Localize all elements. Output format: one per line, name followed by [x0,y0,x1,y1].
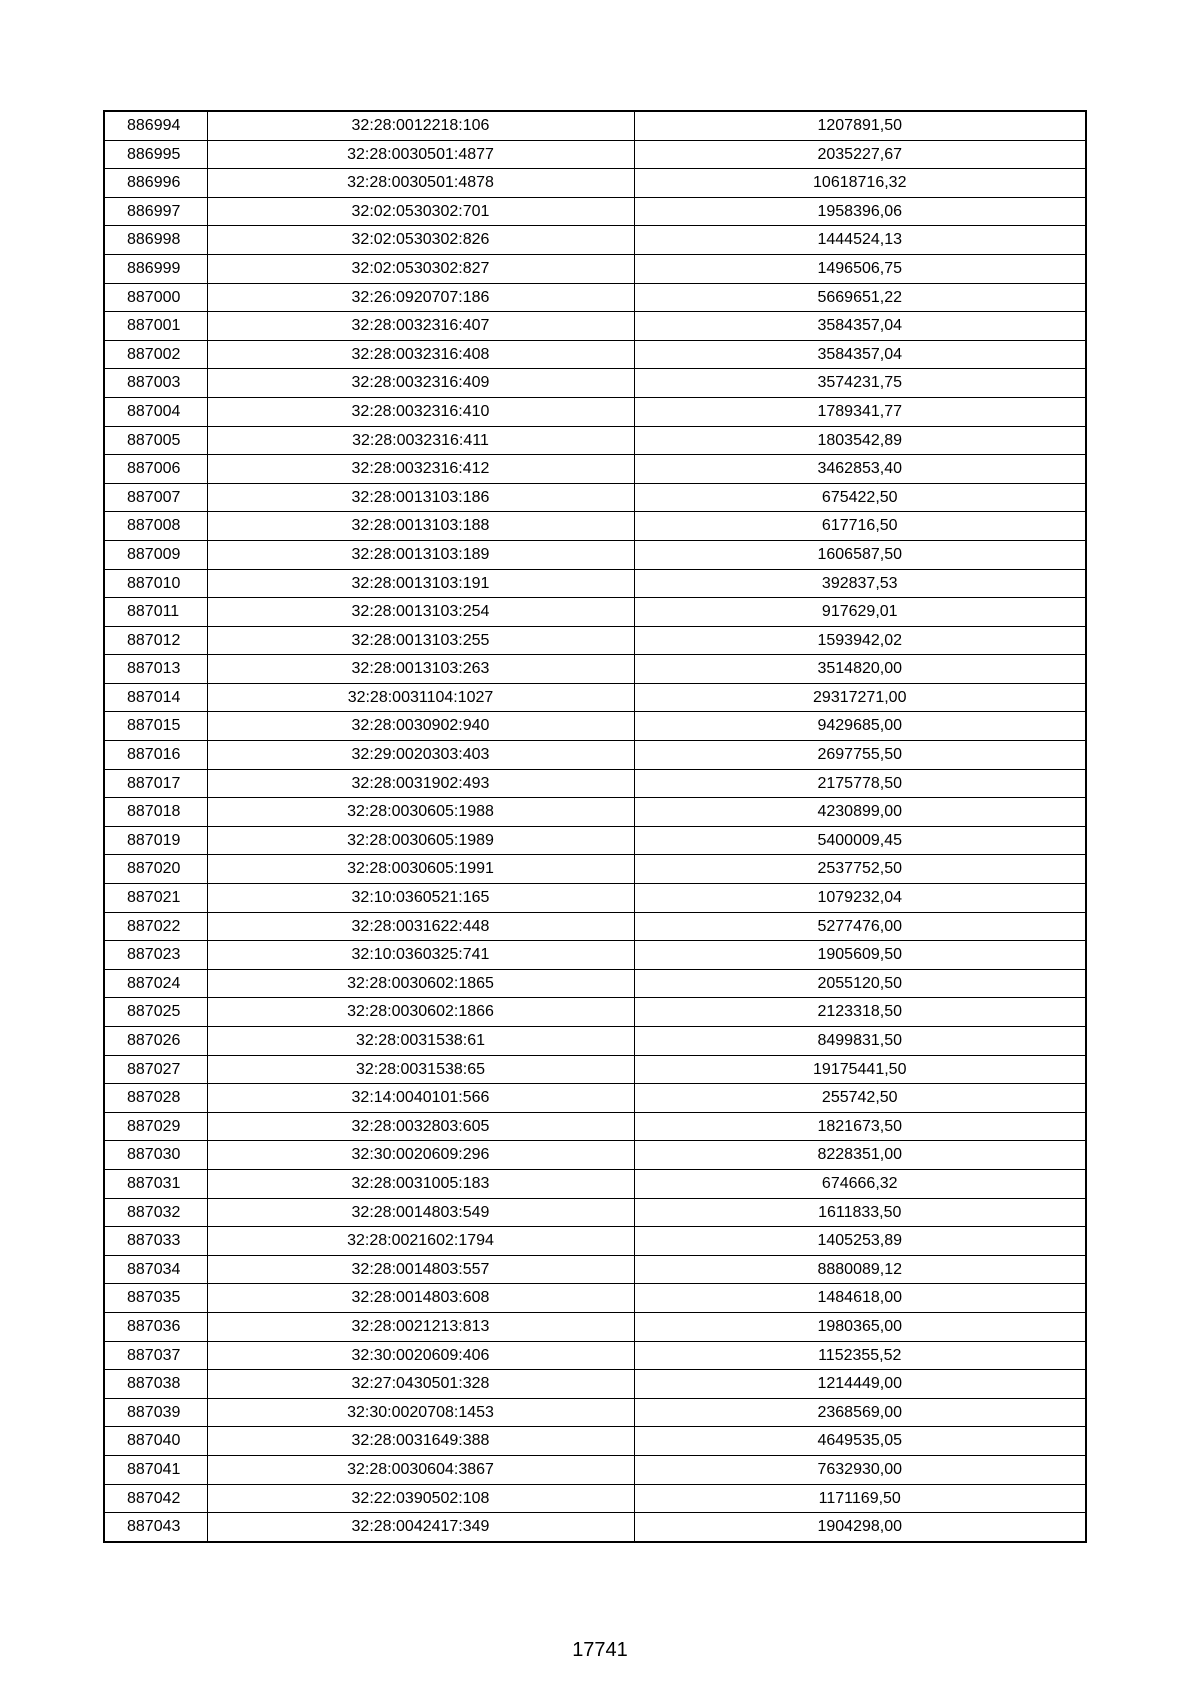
cadastral-value-cell: 8499831,50 [634,1027,1086,1056]
cadastral-number-cell: 32:28:0013103:189 [207,540,634,569]
cadastral-value-cell: 1958396,06 [634,197,1086,226]
cadastral-value-cell: 255742,50 [634,1084,1086,1113]
table-row [104,912,1086,941]
row-number-cell: 886999 [104,254,207,283]
cadastral-value-cell: 675422,50 [634,483,1086,512]
cadastral-value-cell: 1980365,00 [634,1312,1086,1341]
cadastral-value-cell: 8228351,00 [634,1141,1086,1170]
row-number-cell: 887042 [104,1484,207,1513]
table-row [104,741,1086,770]
table-row [104,169,1086,198]
row-number-cell: 887007 [104,483,207,512]
cadastral-value-cell: 1789341,77 [634,397,1086,426]
cadastral-number-cell: 32:27:0430501:328 [207,1370,634,1399]
cadastral-number-cell: 32:28:0031538:65 [207,1055,634,1084]
table-row [104,1284,1086,1313]
cadastral-value-cell: 1444524,13 [634,226,1086,255]
table-row [104,312,1086,341]
table-row [104,512,1086,541]
cadastral-number-cell: 32:28:0014803:549 [207,1198,634,1227]
table-row [104,798,1086,827]
cadastral-number-cell: 32:30:0020708:1453 [207,1398,634,1427]
cadastral-value-cell: 2368569,00 [634,1398,1086,1427]
row-number-cell: 887024 [104,969,207,998]
table-row [104,969,1086,998]
cadastral-number-cell: 32:28:0030604:3867 [207,1455,634,1484]
table-row [104,855,1086,884]
cadastral-value-cell: 1496506,75 [634,254,1086,283]
cadastral-value-cell: 1207891,50 [634,111,1086,140]
cadastral-value-cell: 5400009,45 [634,826,1086,855]
cadastral-number-cell: 32:02:0530302:827 [207,254,634,283]
table-row [104,1370,1086,1399]
cadastral-number-cell: 32:28:0030605:1988 [207,798,634,827]
table-row [104,1484,1086,1513]
cadastral-value-cell: 1152355,52 [634,1341,1086,1370]
cadastral-value-cell: 5669651,22 [634,283,1086,312]
cadastral-number-cell: 32:28:0042417:349 [207,1513,634,1542]
row-number-cell: 887009 [104,540,207,569]
row-number-cell: 887041 [104,1455,207,1484]
table-row [104,483,1086,512]
row-number-cell: 886994 [104,111,207,140]
row-number-cell: 887039 [104,1398,207,1427]
row-number-cell: 887019 [104,826,207,855]
cadastral-number-cell: 32:22:0390502:108 [207,1484,634,1513]
cadastral-value-cell: 8880089,12 [634,1255,1086,1284]
cadastral-value-cell: 1405253,89 [634,1227,1086,1256]
table-row [104,712,1086,741]
cadastral-value-cell: 1079232,04 [634,884,1086,913]
cadastral-number-cell: 32:30:0020609:406 [207,1341,634,1370]
cadastral-number-cell: 32:28:0032316:412 [207,455,634,484]
cadastral-number-cell: 32:28:0030902:940 [207,712,634,741]
cadastral-value-cell: 1171169,50 [634,1484,1086,1513]
row-number-cell: 887030 [104,1141,207,1170]
table-row [104,340,1086,369]
row-number-cell: 887035 [104,1284,207,1313]
table-row [104,626,1086,655]
cadastral-value-cell: 2035227,67 [634,140,1086,169]
row-number-cell: 887034 [104,1255,207,1284]
row-number-cell: 887023 [104,941,207,970]
row-number-cell: 887022 [104,912,207,941]
cadastral-value-cell: 392837,53 [634,569,1086,598]
table-row [104,1084,1086,1113]
cadastral-number-cell: 32:02:0530302:826 [207,226,634,255]
cadastral-value-cell: 3514820,00 [634,655,1086,684]
table-row [104,1169,1086,1198]
table-row [104,1455,1086,1484]
cadastral-number-cell: 32:28:0032316:407 [207,312,634,341]
table-row [104,1112,1086,1141]
table-body [104,111,1086,1542]
cadastral-number-cell: 32:10:0360521:165 [207,884,634,913]
table-row [104,226,1086,255]
table-row [104,254,1086,283]
table-row [104,655,1086,684]
row-number-cell: 887000 [104,283,207,312]
row-number-cell: 887028 [104,1084,207,1113]
row-number-cell: 887008 [104,512,207,541]
cadastral-value-cell: 2697755,50 [634,741,1086,770]
table-row [104,826,1086,855]
cadastral-value-cell: 1821673,50 [634,1112,1086,1141]
row-number-cell: 887032 [104,1198,207,1227]
cadastral-number-cell: 32:28:0030602:1866 [207,998,634,1027]
cadastral-value-cell: 2055120,50 [634,969,1086,998]
cadastral-value-cell: 5277476,00 [634,912,1086,941]
cadastral-value-cell: 1905609,50 [634,941,1086,970]
cadastral-number-cell: 32:28:0030605:1991 [207,855,634,884]
cadastral-number-cell: 32:28:0031538:61 [207,1027,634,1056]
row-number-cell: 887012 [104,626,207,655]
table-row [104,683,1086,712]
row-number-cell: 886995 [104,140,207,169]
cadastral-value-cell: 917629,01 [634,598,1086,627]
cadastral-number-cell: 32:28:0031005:183 [207,1169,634,1198]
table-row [104,598,1086,627]
cadastral-number-cell: 32:28:0030602:1865 [207,969,634,998]
cadastral-number-cell: 32:28:0030501:4878 [207,169,634,198]
row-number-cell: 887010 [104,569,207,598]
cadastral-number-cell: 32:28:0032316:408 [207,340,634,369]
table-row [104,884,1086,913]
cadastral-number-cell: 32:28:0013103:186 [207,483,634,512]
row-number-cell: 887040 [104,1427,207,1456]
row-number-cell: 887038 [104,1370,207,1399]
table-row [104,1198,1086,1227]
table-row [104,769,1086,798]
table-row [104,140,1086,169]
cadastral-number-cell: 32:28:0014803:557 [207,1255,634,1284]
cadastral-number-cell: 32:28:0013103:263 [207,655,634,684]
table-row [104,1227,1086,1256]
cadastral-value-table [103,110,1087,1543]
cadastral-value-cell: 10618716,32 [634,169,1086,198]
cadastral-value-cell: 7632930,00 [634,1455,1086,1484]
cadastral-value-cell: 1803542,89 [634,426,1086,455]
row-number-cell: 887043 [104,1513,207,1542]
table-row [104,1312,1086,1341]
cadastral-number-cell: 32:10:0360325:741 [207,941,634,970]
cadastral-value-cell: 3462853,40 [634,455,1086,484]
cadastral-value-cell: 29317271,00 [634,683,1086,712]
table-row [104,1055,1086,1084]
cadastral-number-cell: 32:28:0013103:188 [207,512,634,541]
table-row [104,1513,1086,1542]
row-number-cell: 887027 [104,1055,207,1084]
row-number-cell: 887025 [104,998,207,1027]
row-number-cell: 886998 [104,226,207,255]
row-number-cell: 887026 [104,1027,207,1056]
row-number-cell: 887001 [104,312,207,341]
row-number-cell: 887002 [104,340,207,369]
cadastral-value-cell: 1611833,50 [634,1198,1086,1227]
table-row [104,1027,1086,1056]
row-number-cell: 887029 [104,1112,207,1141]
row-number-cell: 887031 [104,1169,207,1198]
cadastral-number-cell: 32:28:0031622:448 [207,912,634,941]
table-row [104,1427,1086,1456]
cadastral-value-cell: 1593942,02 [634,626,1086,655]
cadastral-value-cell: 3584357,04 [634,340,1086,369]
table-row [104,1398,1086,1427]
table-row [104,397,1086,426]
cadastral-number-cell: 32:28:0030501:4877 [207,140,634,169]
row-number-cell: 887020 [104,855,207,884]
row-number-cell: 887004 [104,397,207,426]
row-number-cell: 887006 [104,455,207,484]
cadastral-number-cell: 32:28:0013103:254 [207,598,634,627]
row-number-cell: 886997 [104,197,207,226]
row-number-cell: 887017 [104,769,207,798]
cadastral-value-cell: 19175441,50 [634,1055,1086,1084]
cadastral-number-cell: 32:28:0014803:608 [207,1284,634,1313]
table-row [104,569,1086,598]
table-row [104,369,1086,398]
table-row [104,455,1086,484]
cadastral-value-cell: 1484618,00 [634,1284,1086,1313]
page-number: 17741 [572,1639,628,1661]
cadastral-value-cell: 1214449,00 [634,1370,1086,1399]
table-row [104,540,1086,569]
cadastral-number-cell: 32:30:0020609:296 [207,1141,634,1170]
row-number-cell: 887003 [104,369,207,398]
row-number-cell: 887018 [104,798,207,827]
cadastral-number-cell: 32:28:0032316:411 [207,426,634,455]
table-row [104,283,1086,312]
cadastral-value-cell: 674666,32 [634,1169,1086,1198]
cadastral-number-cell: 32:28:0032803:605 [207,1112,634,1141]
table-row [104,1341,1086,1370]
cadastral-number-cell: 32:28:0031902:493 [207,769,634,798]
cadastral-number-cell: 32:28:0030605:1989 [207,826,634,855]
row-number-cell: 887036 [104,1312,207,1341]
table-row [104,1141,1086,1170]
cadastral-number-cell: 32:28:0031649:388 [207,1427,634,1456]
cadastral-number-cell: 32:28:0012218:106 [207,111,634,140]
row-number-cell: 886996 [104,169,207,198]
table-row [104,426,1086,455]
table-row [104,941,1086,970]
cadastral-number-cell: 32:28:0013103:255 [207,626,634,655]
row-number-cell: 887005 [104,426,207,455]
cadastral-number-cell: 32:14:0040101:566 [207,1084,634,1113]
row-number-cell: 887021 [104,884,207,913]
cadastral-value-cell: 9429685,00 [634,712,1086,741]
cadastral-number-cell: 32:28:0031104:1027 [207,683,634,712]
table-row [104,1255,1086,1284]
cadastral-number-cell: 32:02:0530302:701 [207,197,634,226]
cadastral-number-cell: 32:28:0013103:191 [207,569,634,598]
cadastral-value-cell: 1606587,50 [634,540,1086,569]
row-number-cell: 887016 [104,741,207,770]
row-number-cell: 887014 [104,683,207,712]
table-row [104,197,1086,226]
row-number-cell: 887013 [104,655,207,684]
row-number-cell: 887033 [104,1227,207,1256]
row-number-cell: 887037 [104,1341,207,1370]
cadastral-value-cell: 2175778,50 [634,769,1086,798]
cadastral-value-cell: 2123318,50 [634,998,1086,1027]
row-number-cell: 887015 [104,712,207,741]
cadastral-value-cell: 4230899,00 [634,798,1086,827]
cadastral-number-cell: 32:26:0920707:186 [207,283,634,312]
cadastral-value-cell: 617716,50 [634,512,1086,541]
cadastral-number-cell: 32:28:0032316:410 [207,397,634,426]
cadastral-number-cell: 32:28:0032316:409 [207,369,634,398]
table-row [104,998,1086,1027]
cadastral-number-cell: 32:29:0020303:403 [207,741,634,770]
row-number-cell: 887011 [104,598,207,627]
cadastral-value-cell: 2537752,50 [634,855,1086,884]
cadastral-value-cell: 1904298,00 [634,1513,1086,1542]
cadastral-number-cell: 32:28:0021602:1794 [207,1227,634,1256]
cadastral-value-cell: 4649535,05 [634,1427,1086,1456]
cadastral-value-cell: 3574231,75 [634,369,1086,398]
cadastral-number-cell: 32:28:0021213:813 [207,1312,634,1341]
table-row [104,111,1086,140]
cadastral-value-cell: 3584357,04 [634,312,1086,341]
